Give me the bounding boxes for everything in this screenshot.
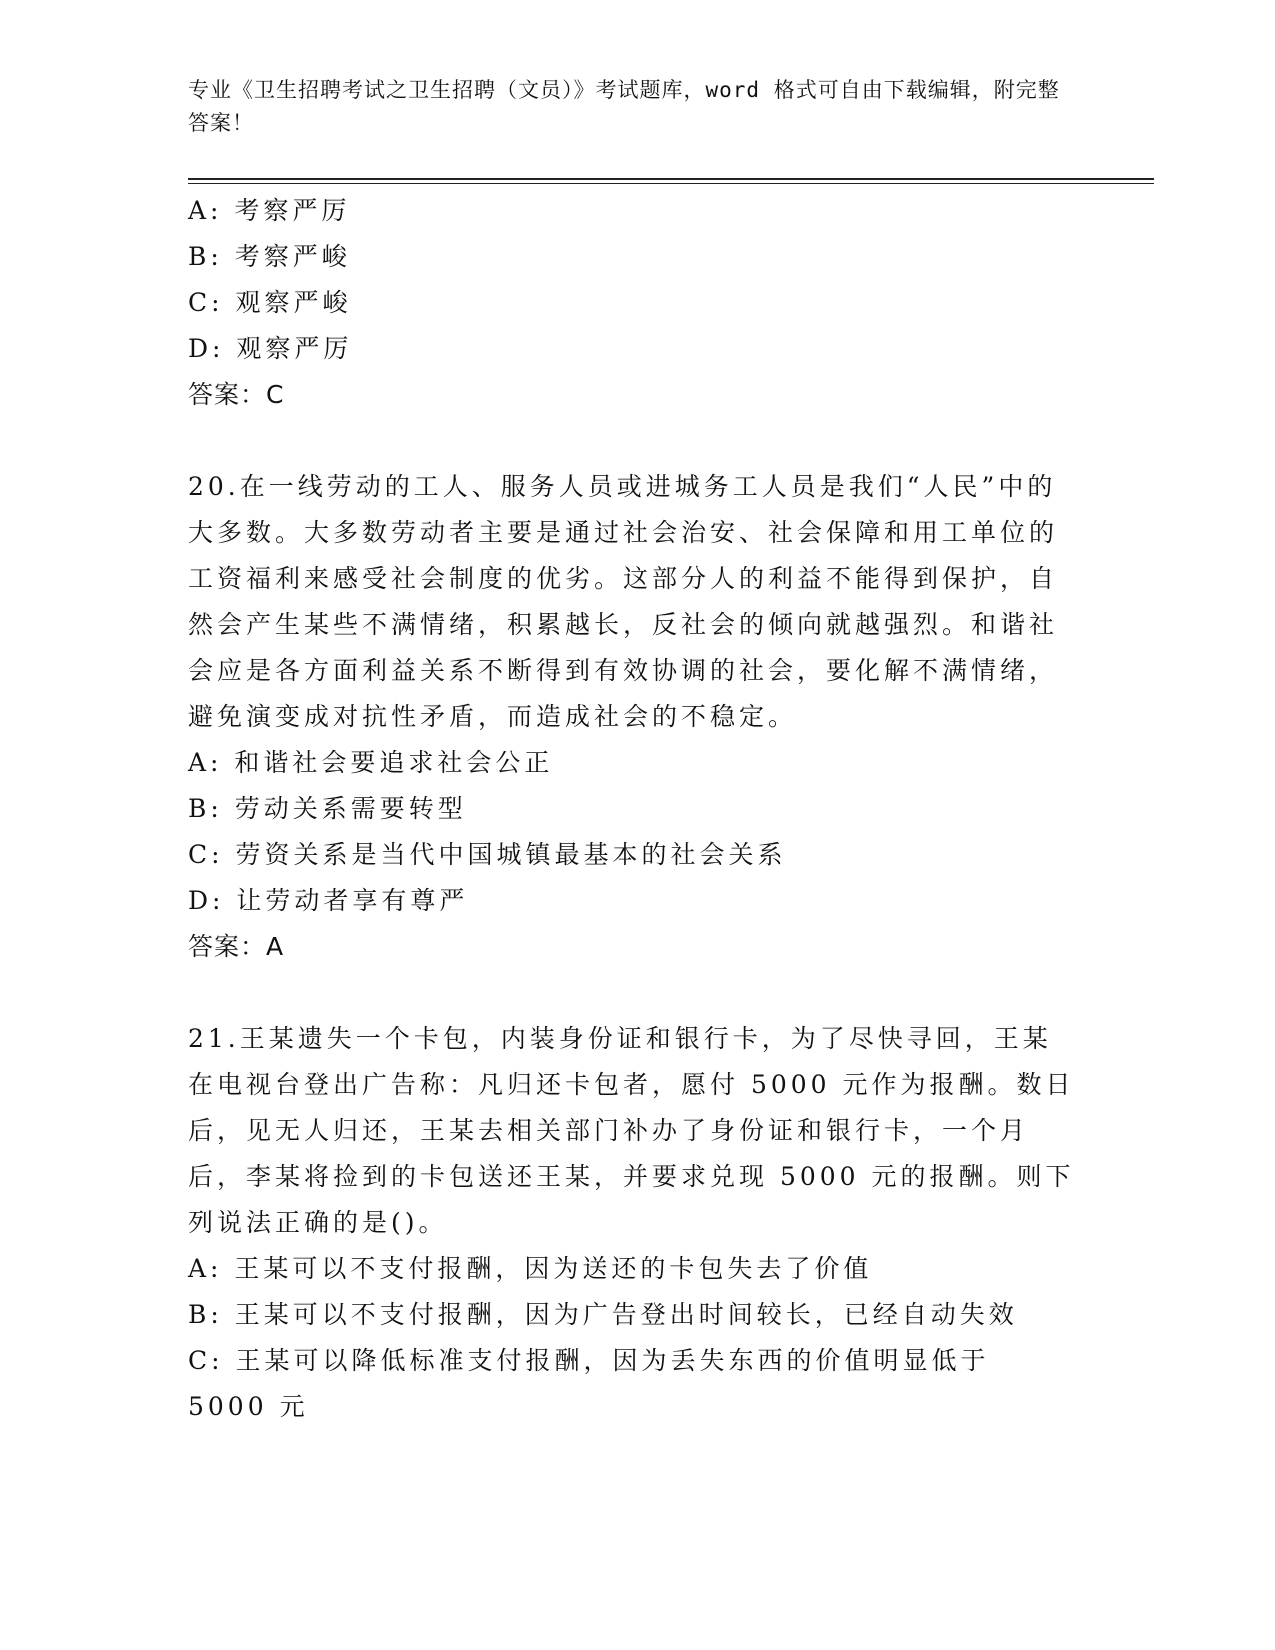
header-divider-thin — [188, 183, 1154, 184]
q19-answer: 答案：C — [188, 380, 285, 409]
q21-stem: 21.王某遗失一个卡包，内装身份证和银行卡，为了尽快寻回，王某在电视台登出广告称：凡归还卡包者，愿付 5000 元作为报酬。数日后，见无人归还，王某去相关部门补办了身份证和银行卡，一个月后，李某将捡到的卡包送还王某，并要求兑现 5000 元的报酬。则下列说法正确的是()。 — [188, 1024, 1075, 1237]
q19-option-c: C: 观察严峻 — [188, 288, 352, 317]
q21-option-a: A: 王某可以不支付报酬，因为送还的卡包失去了价值 — [188, 1254, 873, 1283]
q19-option-b: B: 考察严峻 — [188, 242, 351, 271]
q19-option-d: D: 观察严厉 — [188, 334, 353, 363]
question-content — [188, 188, 1078, 1430]
q21-option-b: B: 王某可以不支付报酬，因为广告登出时间较长，已经自动失效 — [188, 1300, 1018, 1329]
q20-stem: 20.在一线劳动的工人、服务人员或进城务工人员是我们“人民”中的大多数。大多数劳动者主要是通过社会治安、社会保障和用工单位的工资福利来感受社会制度的优劣。这部分人的利益不能得到保护，自然会产生某些不满情绪，积累越长，反社会的倾向就越强烈。和谐社会应是各方面利益关系不断得到有效协调的社会，要化解不满情绪，避免演变成对抗性矛盾，而造成社会的不稳定。 — [188, 472, 1059, 731]
header-divider — [188, 178, 1154, 180]
q20-option-d: D: 让劳动者享有尊严 — [188, 886, 469, 915]
q20-answer: 答案：A — [188, 932, 285, 961]
q19-option-a: A: 考察严厉 — [188, 196, 351, 225]
q20-option-a: A: 和谐社会要追求社会公正 — [188, 748, 554, 777]
q20-option-c: C: 劳资关系是当代中国城镇最基本的社会关系 — [188, 840, 787, 869]
q20-option-b: B: 劳动关系需要转型 — [188, 794, 467, 823]
q21-option-c: C: 王某可以降低标准支付报酬，因为丢失东西的价值明显低于 5000 元 — [188, 1346, 990, 1421]
document-header: 专业《卫生招聘考试之卫生招聘（文员）》考试题库，word 格式可自由下载编辑，附完整答案！ — [188, 78, 1060, 135]
